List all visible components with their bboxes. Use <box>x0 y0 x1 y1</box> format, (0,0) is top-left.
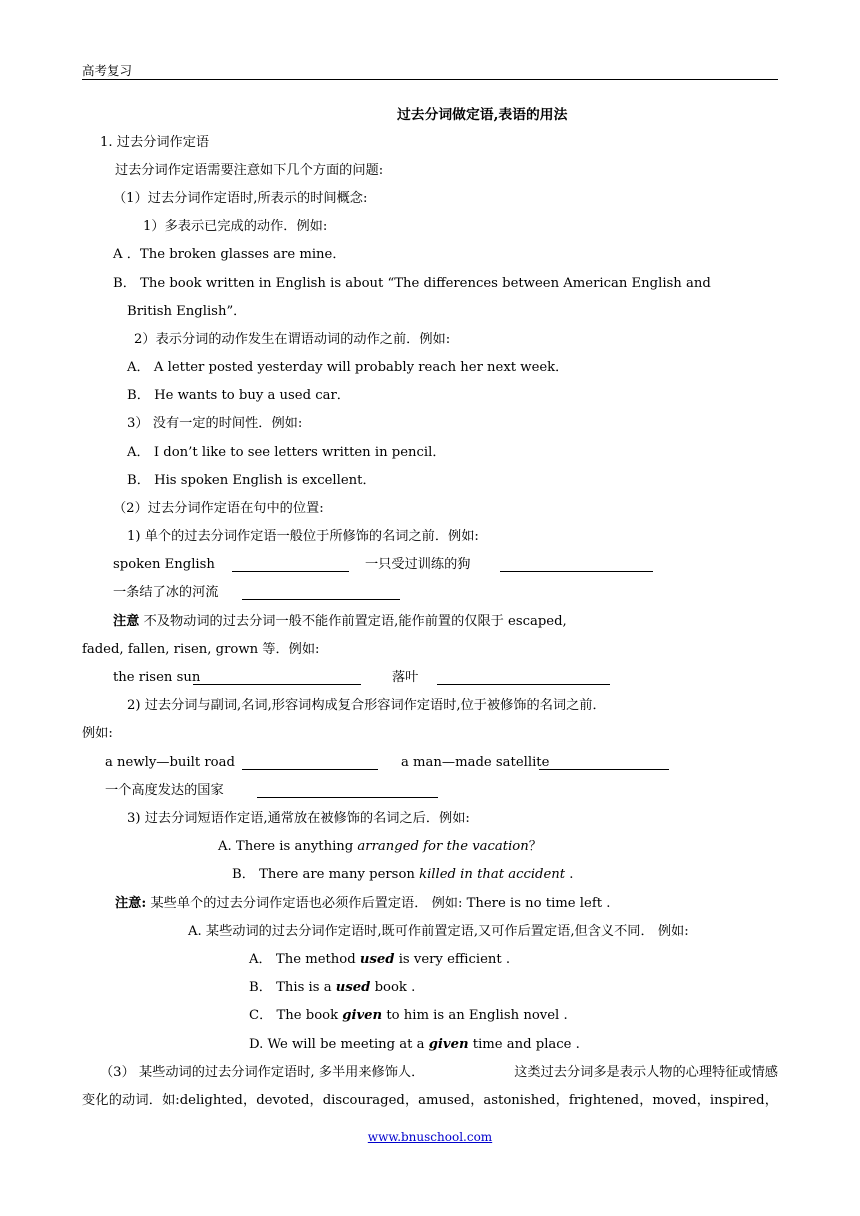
part-2-point-2: 2) 过去分词与副词,名词,形容词构成复合形容词作定语时,位于被修饰的名词之前． <box>127 698 606 713</box>
note-a-line: A. 某些动词的过去分词作定语时,既可作前置定语,又可作后置定语,但含义不同． 例如: <box>188 924 689 939</box>
answer-blank[interactable] <box>539 758 669 770</box>
exercise-item: 一个高度发达的国家 <box>105 783 224 798</box>
part-3-line-1: （3） 某些动词的过去分词作定语时, 多半用来修饰人． 这类过去分词多是表示人物的心理特征或情感 <box>100 1065 778 1080</box>
example-line: A. There is anything arranged for the vacation？ <box>218 839 542 854</box>
exercise-item: a man—made satellite <box>401 755 550 770</box>
exercise-item: spoken English <box>113 557 215 572</box>
example-line: B． The book written in English is about “The differences between American English and <box>113 276 711 291</box>
example-line: A． The method used is very efficient . <box>249 952 511 967</box>
exercise-item: 落叶 <box>392 670 419 685</box>
part-2-point-1: 1) 单个的过去分词作定语一般位于所修饰的名词之前．例如: <box>127 529 479 544</box>
section-1-intro: 过去分词作定语需要注意如下几个方面的问题: <box>115 163 384 178</box>
part-3-line-2: 变 化 的 动 词 ． 如:delighted ，devoted ，discouraged ，amused ，astonished ，frightened ，moved ，inspired ， <box>82 1093 778 1108</box>
answer-blank[interactable] <box>242 588 400 600</box>
exercise-item: 一只受过训练的狗 <box>365 557 471 572</box>
note-line <box>113 614 567 630</box>
exercise-item: 一条结了冰的河流 <box>113 585 219 600</box>
point-2-continuation: 例如: <box>82 726 113 741</box>
note-line <box>115 896 610 912</box>
example-line: A． A letter posted yesterday will probably reach her next week． <box>127 360 569 375</box>
example-line: B． He wants to buy a used car． <box>127 388 350 403</box>
part-1-point-3: 3） 没有一定的时间性．例如: <box>127 416 303 431</box>
example-line: A． I don’t like to see letters written in pencil． <box>127 445 446 460</box>
page-footer <box>0 1130 860 1144</box>
example-line: British English”． <box>127 304 247 319</box>
answer-blank[interactable] <box>232 560 349 572</box>
exercise-item: the risen sun <box>113 670 201 685</box>
document-title: 过去分词做定语,表语的用法 <box>397 107 568 123</box>
answer-blank[interactable] <box>257 786 438 798</box>
part-2-point-3: 3) 过去分词短语作定语,通常放在被修饰的名词之后．例如: <box>127 811 470 826</box>
header-rule <box>82 79 778 80</box>
section-1-heading: 1. 过去分词作定语 <box>100 135 210 150</box>
example-line: B． His spoken English is excellent． <box>127 473 376 488</box>
part-1-point-1: 1）多表示已完成的动作．例如: <box>143 219 328 234</box>
part-2-heading: （2）过去分词作定语在句中的位置: <box>113 501 324 516</box>
page-header-label: 高考复习 <box>82 63 133 78</box>
example-line: B． There are many person killed in that accident . <box>232 867 574 882</box>
note-text: 某些单个的过去分词作定语也必须作后置定语． 例如: There is no time left . <box>146 896 611 911</box>
example-line: B． This is a used book . <box>249 980 416 995</box>
answer-blank[interactable] <box>193 673 361 685</box>
part-1-point-2: 2）表示分词的动作发生在谓语动词的动作之前．例如: <box>134 332 451 347</box>
note-text: 不及物动词的过去分词一般不能作前置定语,能作前置的仅限于 escaped, <box>139 614 567 629</box>
part-1-heading: （1）过去分词作定语时,所表示的时间概念: <box>113 191 368 206</box>
answer-blank[interactable] <box>242 758 378 770</box>
footer-website-link[interactable]: www.bnuschool.com <box>367 1130 493 1144</box>
answer-blank[interactable] <box>500 560 653 572</box>
answer-blank[interactable] <box>437 673 610 685</box>
example-line: C． The book given to him is an English novel . <box>249 1008 568 1023</box>
example-line: D. We will be meeting at a given time and place . <box>249 1037 580 1052</box>
exercise-item: a newly—built road <box>105 755 235 770</box>
note-continuation: faded, fallen, risen, grown 等．例如: <box>82 642 320 657</box>
example-line: A ．The broken glasses are mine． <box>113 247 346 262</box>
note-label: 注意: <box>115 896 147 911</box>
note-label: 注意 <box>113 614 140 629</box>
